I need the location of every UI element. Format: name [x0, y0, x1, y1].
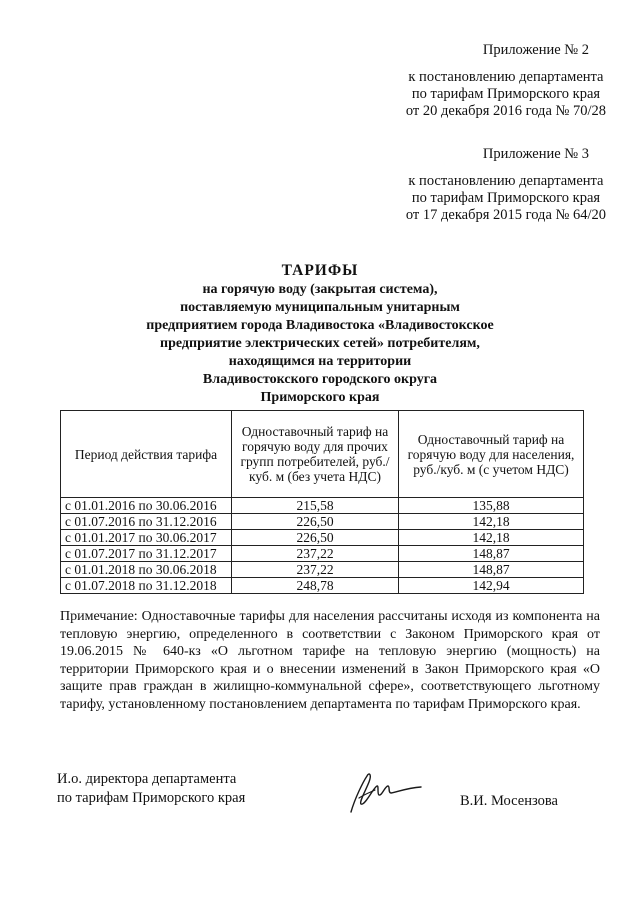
- cell-tariff-population: 142,94: [399, 578, 584, 594]
- appendix-line: по тарифам Приморского края: [411, 86, 601, 102]
- table-row: [61, 546, 584, 562]
- cell-period: с 01.01.2018 по 30.06.2018: [61, 562, 232, 578]
- appendix-line: к постановлению департамента: [408, 69, 604, 85]
- title-line: предприятие электрических сетей» потребителям,: [160, 336, 480, 351]
- appendix-title: Приложение № 2: [482, 42, 590, 58]
- cell-period: с 01.01.2017 по 30.06.2017: [61, 530, 232, 546]
- table-row: [61, 514, 584, 530]
- signee-name: В.И. Мосензова: [460, 793, 558, 809]
- cell-period: с 01.07.2016 по 31.12.2016: [61, 514, 232, 530]
- cell-tariff-population: 148,87: [399, 562, 584, 578]
- signer-position: [57, 770, 245, 808]
- appendix-header-2: [406, 42, 606, 120]
- cell-tariff-other: 237,22: [232, 546, 399, 562]
- title-line: Приморского края: [260, 390, 380, 405]
- cell-period: с 01.07.2017 по 31.12.2017: [61, 546, 232, 562]
- appendix-title: Приложение № 3: [482, 146, 590, 162]
- cell-tariff-other: 215,58: [232, 498, 399, 514]
- cell-tariff-population: 142,18: [399, 514, 584, 530]
- appendix-line: по тарифам Приморского края: [411, 190, 601, 206]
- title-main: ТАРИФЫ: [281, 262, 359, 279]
- table-row: [61, 562, 584, 578]
- table-header-row: [61, 411, 584, 498]
- title-line: на горячую воду (закрытая система),: [202, 282, 438, 297]
- table-row: [61, 498, 584, 514]
- table-row: [61, 578, 584, 594]
- note-paragraph: Примечание: Одноставочные тарифы для населения рассчитаны исходя из компонента на тепловую энергию, определенного в соответствии с Законом Приморского края от 19.06.2015 № 640-кз «О льготном тарифе на тепловую энергию (мощность) на территории Приморского края и о внесении изменений в Закон Приморского края «О защите прав граждан в жилищно-коммунальной сфере», соответствующего льготному тарифу, установленному постановлением департамента по тарифам Приморского края.: [60, 609, 600, 712]
- title-line: Владивостокского городского округа: [202, 372, 438, 387]
- cell-period: с 01.01.2016 по 30.06.2016: [61, 498, 232, 514]
- signer-position-line: И.о. директора департамента: [57, 771, 237, 787]
- appendix-line: от 20 декабря 2016 года № 70/28: [405, 103, 606, 119]
- appendix-header-3: [406, 146, 606, 224]
- title-line: поставляемую муниципальным унитарным: [180, 300, 460, 315]
- signer-position-line: по тарифам Приморского края: [57, 790, 246, 806]
- table-row: [61, 530, 584, 546]
- cell-tariff-other: 226,50: [232, 514, 399, 530]
- document-title: [0, 262, 640, 407]
- handwritten-signature: [345, 768, 425, 818]
- cell-tariff-other: 248,78: [232, 578, 399, 594]
- header-period: Период действия тарифа: [61, 411, 232, 498]
- cell-tariff-other: 237,22: [232, 562, 399, 578]
- header-tariff-other: Одноставочный тариф на горячую воду для прочих групп потребителей, руб./куб. м (без учета НДС): [232, 411, 399, 498]
- title-line: предприятием города Владивостока «Владивостокское: [146, 318, 494, 333]
- tariff-table: [60, 410, 584, 594]
- appendix-line: к постановлению департамента: [408, 173, 604, 189]
- cell-tariff-population: 148,87: [399, 546, 584, 562]
- cell-tariff-population: 142,18: [399, 530, 584, 546]
- cell-tariff-other: 226,50: [232, 530, 399, 546]
- cell-period: с 01.07.2018 по 31.12.2018: [61, 578, 232, 594]
- title-line: находящимся на территории: [228, 354, 412, 369]
- appendix-line: от 17 декабря 2015 года № 64/20: [405, 207, 606, 223]
- cell-tariff-population: 135,88: [399, 498, 584, 514]
- header-tariff-population: Одноставочный тариф на горячую воду для населения, руб./куб. м (с учетом НДС): [399, 411, 584, 498]
